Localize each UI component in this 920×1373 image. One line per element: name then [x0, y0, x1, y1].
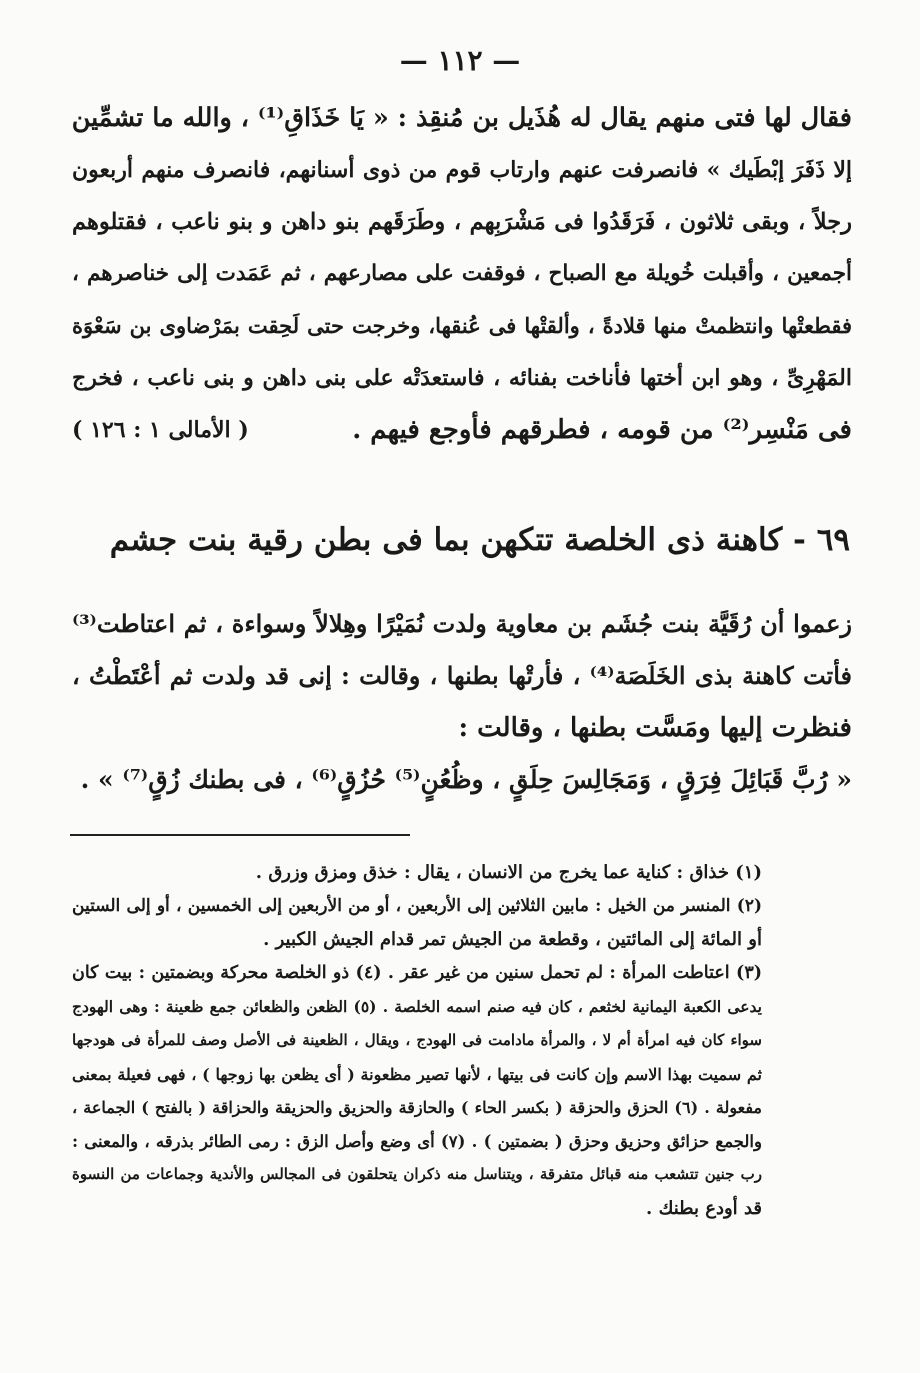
text-line-with-citation [72, 404, 852, 456]
section-heading: ٦٩ - كاهنة ذى الخلصة تتكهن بما فى بطن رقية بنت جشم [109, 522, 850, 558]
text-line: زعموا أن رُقَيَّة بنت جُشَم بن معاوية ولدت نُمَيْرًا وهِلالاً وسواءة ، ثم اعتاطت⁽³⁾ [72, 609, 852, 638]
footnote-line: والجمع حزائق وحزيق وحزق ( بضمتين ) . (٧) أى وضع وأصل الزق : رمى الطائر بذرقه ، والمعنى : [72, 1131, 762, 1151]
footnote-line: (١) خذاق : كناية عما يخرج من الانسان ، يقال : خذق ومزق وزرق . [255, 862, 762, 883]
text-line: أجمعين ، وأقبلت خُويلة مع الصباح ، فوقفت على مصارعهم ، ثم عَمَدت إلى خناصرهم ، [72, 261, 852, 286]
text-line: فقال لها فتى منهم يقال له هُذَيل بن مُنقِذ : « يَا خَذَاقِ⁽¹⁾ ، والله ما تشمِّين [72, 103, 852, 133]
text-line: إلا ذَفَرَ إبْطَيك » فانصرفت عنهم وارتاب قوم من ذوى أسنانهم، فانصرف منهم أربعون [72, 157, 852, 183]
footnote-line: ثم سميت بهذا الاسم وإن كانت فى بيتها ، لأنها تصير مظعونة ( أى يظعن بها زوجها ) ، فهى فعيلة بمعنى [72, 1064, 762, 1084]
footnote-line: مفعولة . (٦) الحزق والحزقة ( بكسر الحاء ) والحازقة والحزيق والحزيقة والحزاقة ( بالفتح ) الجماعة ، [72, 1098, 762, 1118]
footnote-separator [70, 834, 410, 836]
text-line: فى مَنْسِر⁽²⁾ من قومه ، فطرقهم فأوجع فيهم . [352, 415, 852, 445]
story-text [72, 92, 852, 456]
story-text-2 [72, 598, 852, 806]
text-line: فنظرت إليها ومَسَّت بطنها ، وقالت : [458, 713, 852, 743]
footnote-line: سواء كان فيه امرأة أم لا ، والمرأة مادامت فى الهودج ، ويقال ، الظعينة فى الأصل وصف للمرأة فى هودجها [72, 1030, 762, 1049]
footnote-line: يدعى الكعبة اليمانية لخثعم ، كان فيه صنم اسمه الخلصة . (٥) الظعن والظعائن جمع ظعينة : وهى الهودج [72, 997, 762, 1017]
footnote-line: (٢) المنسر من الخيل : مابين الثلاثين إلى الأربعين ، أو من الأربعين إلى الخمسين ، أو إلى الستين [72, 895, 762, 916]
page-number: — ١١٢ — [399, 44, 521, 77]
text-line: فقطعتْها وانتظمتْ منها قلادةً ، وألقتْها فى عُنقها، وخرجت حتى لَحِقت بمَرْضاوى بن سَعْوَة [72, 313, 852, 338]
text-line: فأتت كاهنة بذى الخَلَصَة⁽⁴⁾ ، فأرتْها بطنها ، وقالت : إنى قد ولدت ثم أعْتَطْتُ ، [72, 661, 852, 690]
footnote-line: أو المائة إلى المائتين ، وقطعة من الجيش تمر قدام الجيش الكبير . [263, 929, 762, 951]
source-citation: ( الأمالى ١ : ١٢٦ ) [72, 417, 249, 443]
footnotes [72, 856, 762, 1226]
text-line: رجلاً ، وبقى ثلاثون ، فَرَقَدُوا فى مَشْرَبِهم ، وطَرَقَهم بنو داهن و بنو ناعب ، فقتلوهم [72, 209, 852, 235]
text-line: المَهْرِىِّ ، وهو ابن أختها فأناخت بفنائه ، فاستعدَتْه على بنى داهن و بنى ناعب ، فخرج [72, 365, 852, 391]
rhymed-quote: « رُبَّ قَبَائِلَ فِرَقٍ ، وَمَجَالِسَ حِلَقٍ ، وظُعُنٍ⁽⁵⁾ حُزُقٍ⁽⁶⁾ ، فى بطنك زُقٍ⁽⁷⁾ » . [80, 765, 852, 794]
footnote-line: رب جنين تتشعب منه قبائل متفرقة ، ويتناسل منه ذكران يتحلقون فى المجالس والأندية وجماعات من النسوة [72, 1165, 762, 1184]
footnote-line: (٣) اعتاطت المرأة : لم تحمل سنين من غير عقر . (٤) ذو الخلصة محركة وبضمتين : بيت كان [72, 962, 762, 983]
footnote-line: قد أودع بطنك . [646, 1197, 762, 1219]
